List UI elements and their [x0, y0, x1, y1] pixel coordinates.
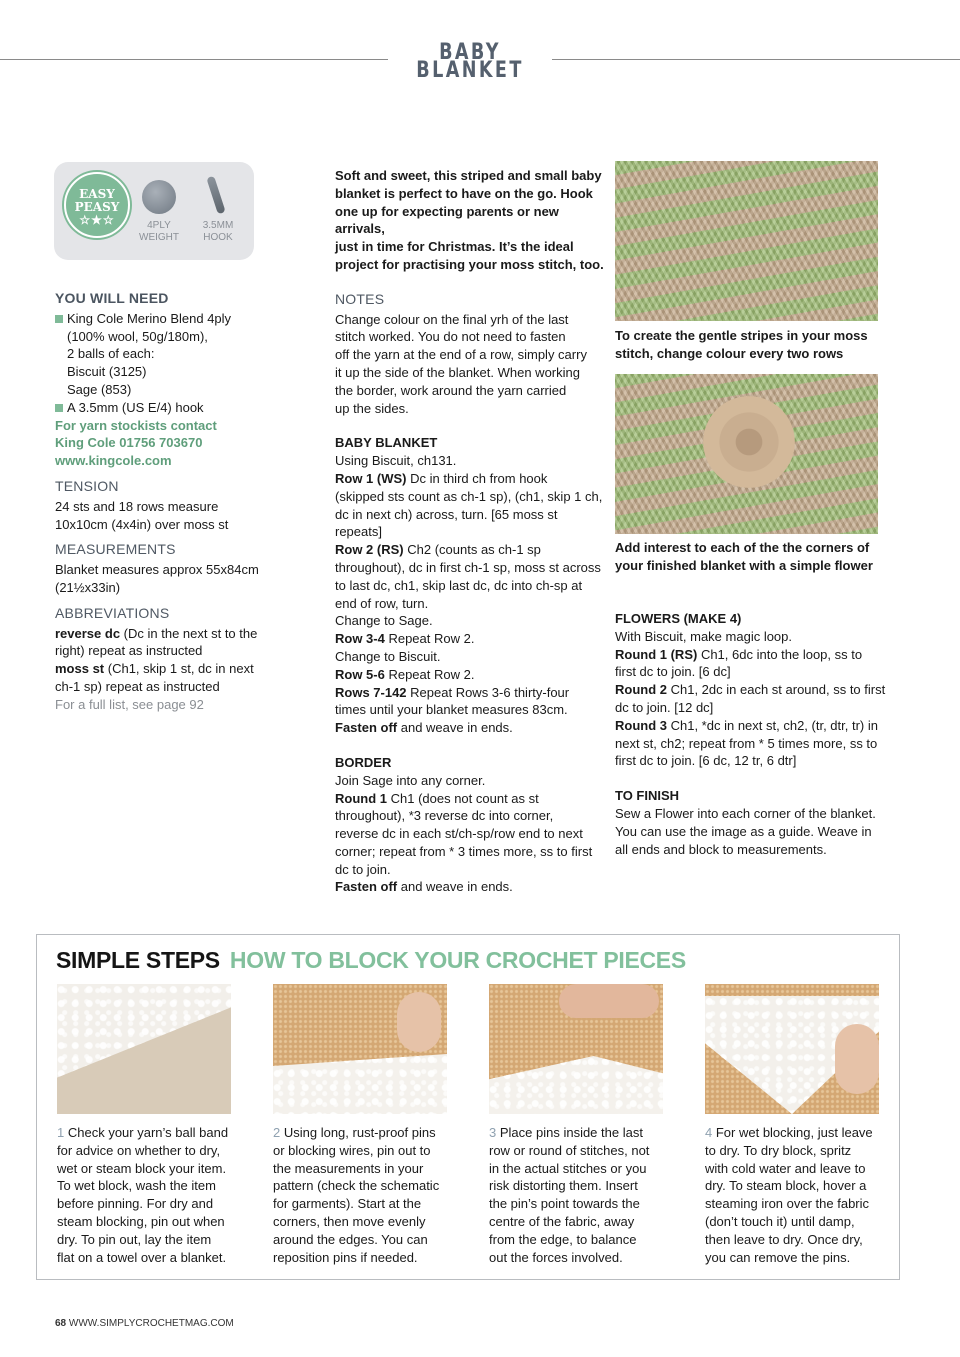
- easy-peasy-seal: [64, 172, 130, 238]
- photo-1-caption-line-2: stitch, change colour every two rows: [615, 345, 844, 361]
- step-3-line-2: row or round of stitches, not: [489, 1142, 650, 1158]
- page-footer: [55, 1315, 234, 1333]
- border-round-1-cont-1: throughout), *3 reverse dc into corner,: [335, 808, 554, 824]
- change-to-sage: Change to Sage.: [335, 613, 433, 629]
- step-3-line-8: out the forces involved.: [489, 1249, 623, 1265]
- row-1-cont-1: (skipped sts count as ch-1 sp), (ch1, skip 1 ch,: [335, 488, 603, 504]
- rows-7-142-cont: times until your blanket measures 83cm.: [335, 702, 568, 718]
- step-2-line-6: corners, then move evenly: [273, 1213, 426, 1229]
- photo-2-caption: [615, 539, 885, 575]
- tension-line-2: 10x10cm (4x4in) over moss st: [55, 516, 229, 532]
- seal-line-1: EASY: [79, 187, 115, 201]
- materials-hook: A 3.5mm (US E/4) hook: [55, 399, 285, 417]
- notes-line-5: the border, work around the yarn carried: [335, 382, 567, 398]
- change-to-biscuit: Change to Biscuit.: [335, 648, 441, 664]
- step-4-line-6: (don’t touch it) until damp,: [705, 1213, 855, 1229]
- border-round-1-cont-2: reverse dc in each st/ch-sp/row end to next: [335, 826, 583, 842]
- step-1-line-1: 1 Check your yarn’s ball band: [57, 1125, 229, 1140]
- flower-round-3-cont-1: next st, ch2; repeat from * 5 times more, ss to: [615, 735, 878, 751]
- finish-heading: TO FINISH: [615, 788, 680, 804]
- step-1-line-5: before pinning. For dry and: [57, 1196, 214, 1212]
- finish-line-3: all ends and block to measurements.: [615, 841, 827, 857]
- step-2-line-4: pattern (check the schematic: [273, 1178, 440, 1194]
- stars-icon: ☆★☆: [79, 213, 115, 227]
- weight-caption: WEIGHT: [139, 232, 179, 243]
- hand-icon: [397, 992, 441, 1052]
- step-1-photo: [57, 984, 231, 1114]
- step-4-line-7: then leave to dry. Once dry,: [705, 1231, 863, 1247]
- step-4-photo: [705, 984, 879, 1114]
- photo-1-caption: [615, 327, 885, 363]
- simple-steps-subtitle: HOW TO BLOCK YOUR CROCHET PIECES: [229, 947, 686, 973]
- notes-line-6: up the sides.: [335, 400, 409, 416]
- abbr-reverse-dc-cont: right) repeat as instructed: [55, 643, 203, 659]
- intro-line-4: just in time for Christmas. It’s the ideal: [335, 239, 574, 255]
- abbr-moss-st-cont: ch-1 sp) repeat as instructed: [55, 678, 220, 694]
- stockist-line-1: For yarn stockists contact: [55, 417, 217, 433]
- header-rule-right: [552, 59, 960, 60]
- step-4-text: [705, 1124, 885, 1266]
- flower-round-3-cont-2: first dc to join. [6 dc, 12 tr, 6 dtr]: [615, 753, 797, 769]
- hook-label: [188, 220, 248, 244]
- row-1: Row 1 (WS) Dc in third ch from hook: [335, 470, 548, 486]
- step-1-line-2: for advice on whether to dry,: [57, 1142, 221, 1158]
- abbreviations-heading: ABBREVIATIONS: [55, 604, 170, 621]
- step-4-line-3: with cold water and leave to: [705, 1160, 866, 1176]
- row-1-cont-3: repeats]: [335, 524, 382, 540]
- step-3-line-1: 3 Place pins inside the last: [489, 1125, 643, 1140]
- step-3-line-5: the pin’s point towards the: [489, 1196, 640, 1212]
- border-start: Join Sage into any corner.: [335, 772, 486, 788]
- stockist-line-2: King Cole 01756 703670: [55, 435, 203, 451]
- flower-round-3: Round 3 Ch1, *dc in next st, ch2, (tr, dtr, tr) in: [615, 717, 878, 733]
- notes-line-1: Change colour on the final yrh of the last: [335, 311, 569, 327]
- step-4-line-2: to dry. To dry block, spritz: [705, 1142, 852, 1158]
- weight-value: 4PLY: [147, 220, 171, 231]
- flower-round-2-cont: dc to join. [12 dc]: [615, 699, 714, 715]
- border-round-1: Round 1 Ch1 (does not count as st: [335, 790, 539, 806]
- measurements-heading: MEASUREMENTS: [55, 541, 176, 558]
- stockist-link[interactable]: www.kingcole.com: [55, 453, 172, 469]
- photo-2-caption-line-2: your finished blanket with a simple flower: [615, 557, 873, 573]
- step-2-line-3: the measurements in your: [273, 1160, 424, 1176]
- flower-round-2: Round 2 Ch1, 2dc in each st around, ss to first: [615, 682, 886, 698]
- intro-line-2: blanket is perfect to have on the go. Hook: [335, 185, 593, 201]
- step-1-line-8: flat on a towel over a blanket.: [57, 1249, 227, 1265]
- materials-yarn-detail: (100% wool, 50g/180m),: [67, 328, 208, 344]
- measurements-line-2: (21½x33in): [55, 579, 121, 595]
- step-2-line-1: 2 Using long, rust-proof pins: [273, 1125, 436, 1140]
- row-2-cont-2: to last dc, ch1, skip last dc, dc into ch-sp at: [335, 577, 583, 593]
- simple-steps-title: [56, 946, 686, 974]
- hook-value: 3.5MM: [202, 220, 234, 231]
- tension-heading: TENSION: [55, 477, 119, 494]
- yarn-ball-icon: [142, 180, 176, 214]
- page-number: 68: [55, 1318, 67, 1329]
- step-3-line-3: in the actual stitches or you: [489, 1160, 647, 1176]
- finish-line-2: You can use the image as a guide. Weave in: [615, 823, 872, 839]
- step-2-photo: [273, 984, 447, 1114]
- corner-flower-photo: [615, 374, 878, 534]
- step-3-line-6: centre of the fabric, away: [489, 1213, 635, 1229]
- materials-colour-biscuit: Biscuit (3125): [67, 364, 147, 380]
- step-1-text: [57, 1124, 237, 1266]
- middle-column: [335, 167, 607, 896]
- row-3-4: Row 3-4 Repeat Row 2.: [335, 631, 475, 647]
- moss-stitch-stripes-photo: [615, 161, 878, 321]
- abbr-reverse-dc: reverse dc (Dc in the next st to the: [55, 625, 258, 641]
- flower-round-1: Round 1 (RS) Ch1, 6dc into the loop, ss to: [615, 646, 863, 662]
- photo-2-caption-line-1: Add interest to each of the the corners of: [615, 540, 870, 555]
- flower-round-1-cont: first dc to join. [6 dc]: [615, 664, 731, 680]
- blanket-heading: BABY BLANKET: [335, 435, 438, 451]
- notes-line-4: it up the side of the blanket. When working: [335, 364, 580, 380]
- row-5-6: Row 5-6 Repeat Row 2.: [335, 666, 475, 682]
- materials-colour-sage: Sage (853): [67, 381, 132, 397]
- intro-line-1: Soft and sweet, this striped and small baby: [335, 168, 602, 183]
- row-2: Row 2 (RS) Ch2 (counts as ch-1 sp: [335, 542, 541, 558]
- step-3-line-4: risk distorting them. Insert: [489, 1178, 638, 1194]
- border-round-1-cont-3: corner; repeat from * 3 times more, ss to first: [335, 843, 593, 859]
- lace-shawl: [57, 984, 231, 1114]
- step-1-line-4: To wet block, wash the item: [57, 1178, 216, 1194]
- step-3-line-7: from the edge, to balance: [489, 1231, 637, 1247]
- rows-7-142: Rows 7-142 Repeat Rows 3-6 thirty-four: [335, 684, 570, 700]
- step-1-line-3: wet or steam block your item.: [57, 1160, 227, 1176]
- flowers-heading: FLOWERS (MAKE 4): [615, 611, 742, 626]
- header-rule-left: [0, 59, 388, 60]
- step-4-line-5: steaming iron over the fabric: [705, 1196, 870, 1212]
- border-round-1-cont-4: dc to join.: [335, 861, 391, 877]
- you-will-need-heading: YOU WILL NEED: [55, 290, 169, 306]
- seal-line-2: PEASY: [74, 200, 120, 214]
- materials-yarn: King Cole Merino Blend 4ply: [55, 310, 285, 328]
- step-1-line-6: steam blocking, pin out when: [57, 1213, 225, 1229]
- hand-icon: [559, 984, 659, 1018]
- border-fasten-off: Fasten off and weave in ends.: [335, 879, 513, 895]
- row-2-cont-3: end of row, turn.: [335, 595, 429, 611]
- right-column: [615, 610, 890, 858]
- step-2-line-8: reposition pins if needed.: [273, 1249, 418, 1265]
- footer-website[interactable]: WWW.SIMPLYCROCHETMAG.COM: [68, 1318, 234, 1329]
- page-section-title: BABY BLANKET: [416, 40, 524, 83]
- intro-line-5: project for practising your moss stitch, too.: [335, 256, 604, 272]
- step-4-line-4: dry. To steam block, hover a: [705, 1178, 867, 1194]
- materials-balls: 2 balls of each:: [67, 346, 155, 362]
- hand-icon: [835, 1024, 879, 1094]
- photo-1-caption-line-1: To create the gentle stripes in your moss: [615, 328, 868, 343]
- measurements-line-1: Blanket measures approx 55x84cm: [55, 562, 259, 578]
- notes-line-3: off the yarn at the end of a row, simply carry: [335, 347, 587, 363]
- finish-line-1: Sew a Flower into each corner of the blanket.: [615, 805, 876, 821]
- intro-line-3: one up for expecting parents or new arrivals,: [335, 203, 559, 237]
- crochet-hook-icon: [206, 176, 225, 215]
- tension-line-1: 24 sts and 18 rows measure: [55, 498, 219, 514]
- left-column: [55, 290, 285, 714]
- border-heading: BORDER: [335, 754, 392, 770]
- step-3-photo: [489, 984, 663, 1114]
- simple-steps-label: SIMPLE STEPS: [56, 947, 220, 973]
- notes-heading: NOTES: [335, 290, 385, 307]
- blanket-start: Using Biscuit, ch131.: [335, 453, 457, 469]
- notes-line-2: stitch worked. You do not need to fasten: [335, 329, 566, 345]
- blanket-fasten-off: Fasten off and weave in ends.: [335, 720, 513, 736]
- step-4-line-1: 4 For wet blocking, just leave: [705, 1125, 873, 1140]
- step-4-line-8: you can remove the pins.: [705, 1249, 851, 1265]
- step-2-text: [273, 1124, 453, 1266]
- row-1-cont-2: dc in next ch) across, turn. [65 moss st: [335, 506, 558, 522]
- skill-badge: [54, 162, 254, 260]
- row-2-cont-1: throughout), dc in first ch-1 sp, moss st across: [335, 559, 601, 575]
- weight-label: [129, 220, 189, 244]
- step-2-line-2: or blocking wires, pin out to: [273, 1142, 431, 1158]
- flowers-start: With Biscuit, make magic loop.: [615, 628, 793, 644]
- abbr-moss-st: moss st (Ch1, skip 1 st, dc in next: [55, 661, 254, 677]
- crochet-flower: [703, 396, 795, 488]
- step-3-text: [489, 1124, 669, 1266]
- step-2-line-7: around the edges. You can: [273, 1231, 428, 1247]
- hook-caption: HOOK: [203, 232, 233, 243]
- step-2-line-5: for garments). Start at the: [273, 1196, 422, 1212]
- step-1-line-7: dry. To pin out, lay the item: [57, 1231, 212, 1247]
- abbr-full-list: For a full list, see page 92: [55, 696, 204, 712]
